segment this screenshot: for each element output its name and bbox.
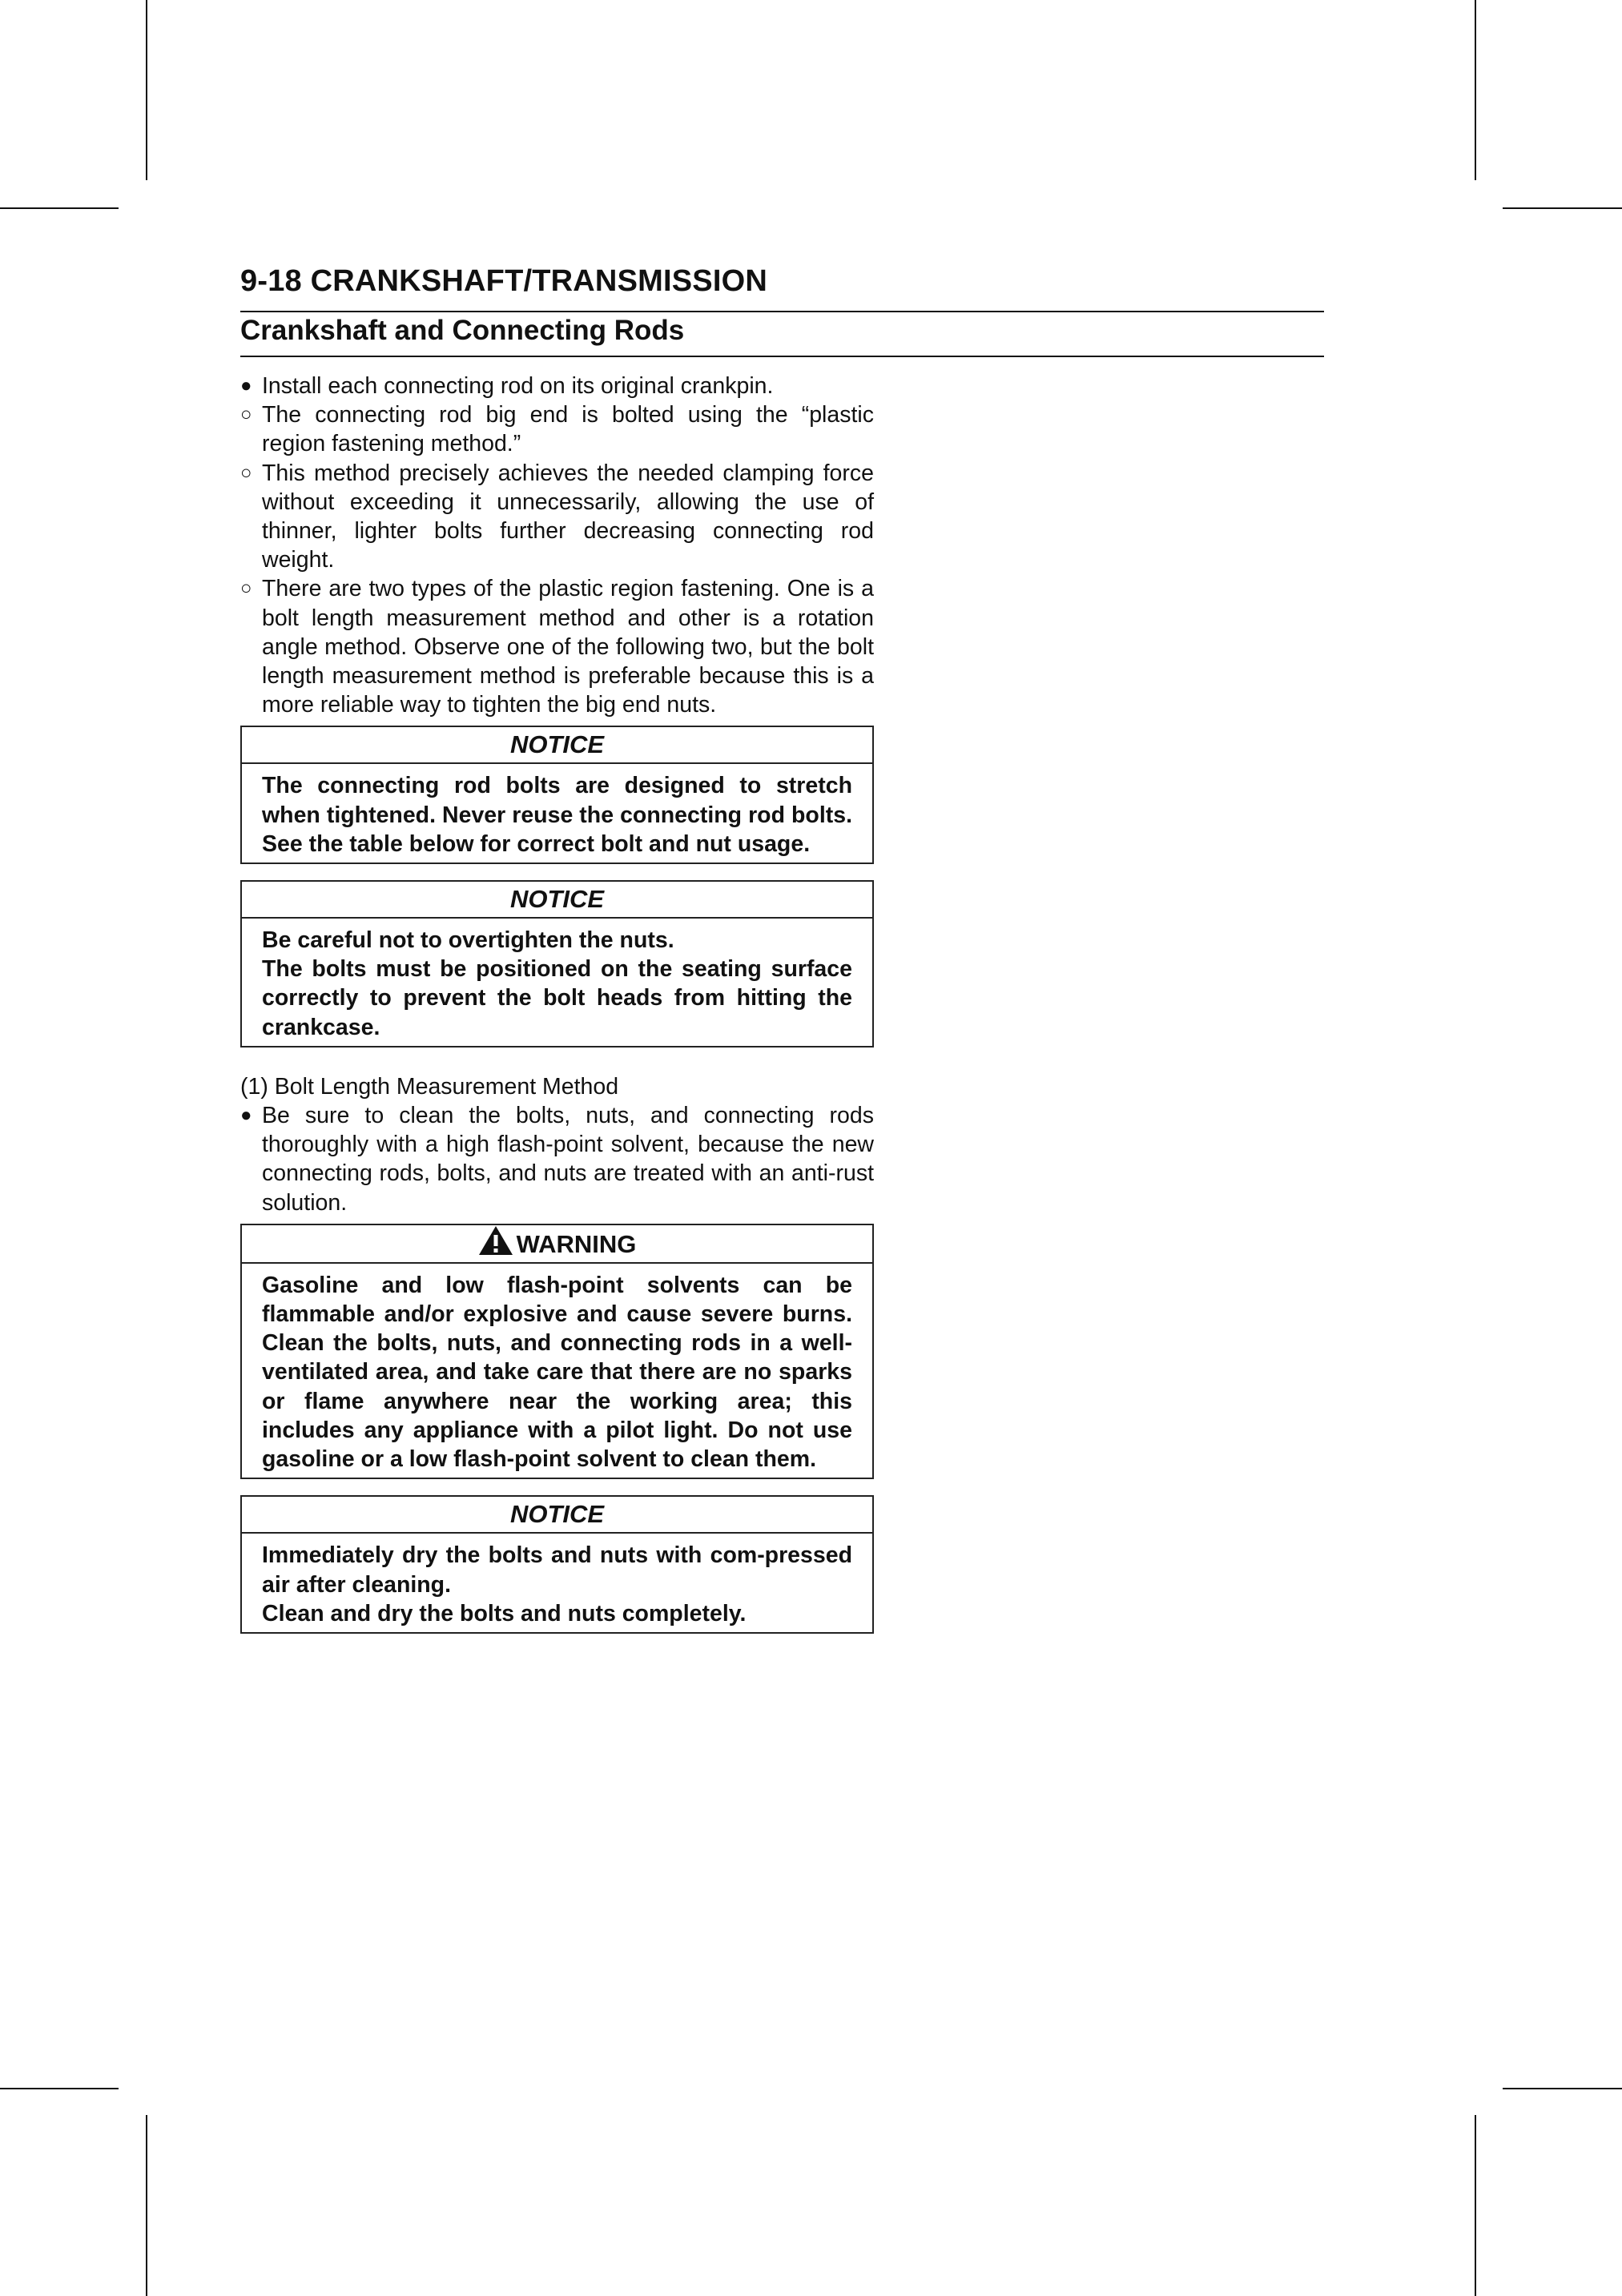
crop-mark xyxy=(146,0,147,180)
list-item-text: There are two types of the plastic region fastening. One is a bolt length measurement method and other is a rotation angle method. Observe one of the following two, but the bolt length measurement method is preferable because this is a more reliable way to tighten the big end nuts. xyxy=(262,576,874,718)
bullet-hollow: ○ xyxy=(240,577,252,600)
header-rule xyxy=(240,356,1324,357)
warning-body xyxy=(242,1264,872,1478)
crop-mark xyxy=(1503,2088,1622,2089)
main-column xyxy=(240,372,874,1634)
crop-mark xyxy=(1503,207,1622,209)
notice-text: Clean and dry the bolts and nuts completely. xyxy=(262,1600,747,1627)
notice-text: The connecting rod bolts are designed to stretch when tightened. Never reuse the connecting rod bolts. See the table below for correct bolt and nut usage. xyxy=(262,773,852,857)
bullet-hollow: ○ xyxy=(240,461,252,484)
crop-mark xyxy=(1475,0,1476,180)
header-rule xyxy=(240,311,1324,312)
bullet-filled: ● xyxy=(240,1104,252,1127)
section-title: Crankshaft and Connecting Rods xyxy=(240,315,685,346)
list-item-text: Be sure to clean the bolts, nuts, and connecting rods thoroughly with a high flash-point solvent, because the new connecting rods, bolts, and nuts are treated with an anti-rust solution. xyxy=(262,1103,874,1216)
crop-mark xyxy=(0,2088,119,2089)
spacer xyxy=(240,1047,874,1072)
list-item xyxy=(240,1101,874,1217)
notice-box xyxy=(240,726,874,864)
notice-title: NOTICE xyxy=(242,882,872,919)
notice-title: NOTICE xyxy=(242,727,872,764)
crop-mark xyxy=(1475,2115,1476,2296)
method-heading: (1) Bolt Length Measurement Method xyxy=(240,1073,619,1100)
list-item-text: Install each connecting rod on its original crankpin. xyxy=(262,373,774,399)
warning-triangle-icon xyxy=(478,1225,513,1256)
warning-title: WARNING xyxy=(516,1229,637,1258)
crop-mark xyxy=(0,207,119,209)
crop-mark xyxy=(146,2115,147,2296)
list-item xyxy=(240,400,874,458)
list-item-text: The connecting rod big end is bolted using the “plastic region fastening method.” xyxy=(262,402,874,457)
page-header-title: 9-18 CRANKSHAFT/TRANSMISSION xyxy=(240,264,767,298)
warning-header xyxy=(242,1225,872,1264)
notice-box xyxy=(240,880,874,1047)
notice-body xyxy=(242,764,872,863)
notice-body xyxy=(242,919,872,1046)
list-item xyxy=(240,372,874,400)
list-item xyxy=(240,574,874,719)
notice-title: NOTICE xyxy=(242,1497,872,1534)
bullet-filled: ● xyxy=(240,375,252,396)
notice-text: The bolts must be positioned on the seating surface correctly to prevent the bolt heads from hitting the crankcase. xyxy=(262,956,852,1040)
warning-box xyxy=(240,1224,874,1479)
notice-body xyxy=(242,1534,872,1632)
bullet-hollow: ○ xyxy=(240,404,252,426)
notice-text: Immediately dry the bolts and nuts with com-pressed air after cleaning. xyxy=(262,1542,852,1598)
notice-text: Be careful not to overtighten the nuts. xyxy=(262,927,674,954)
list-item-text: This method precisely achieves the needed clamping force without exceeding it unnecessarily, allowing the use of thinner, lighter bolts further decreasing connecting rod weight. xyxy=(262,460,874,573)
warning-text: Gasoline and low flash-point solvents can be flammable and/or explosive and cause severe burns. Clean the bolts, nuts, and connecting rods in a well-ventilated area, and take care that there are no sparks or flame anywhere near the working area; this includes any appliance with a pilot light. Do not use gasoline or a low flash-point solvent to clean them. xyxy=(262,1272,852,1473)
notice-box xyxy=(240,1495,874,1634)
list-item xyxy=(240,459,874,575)
